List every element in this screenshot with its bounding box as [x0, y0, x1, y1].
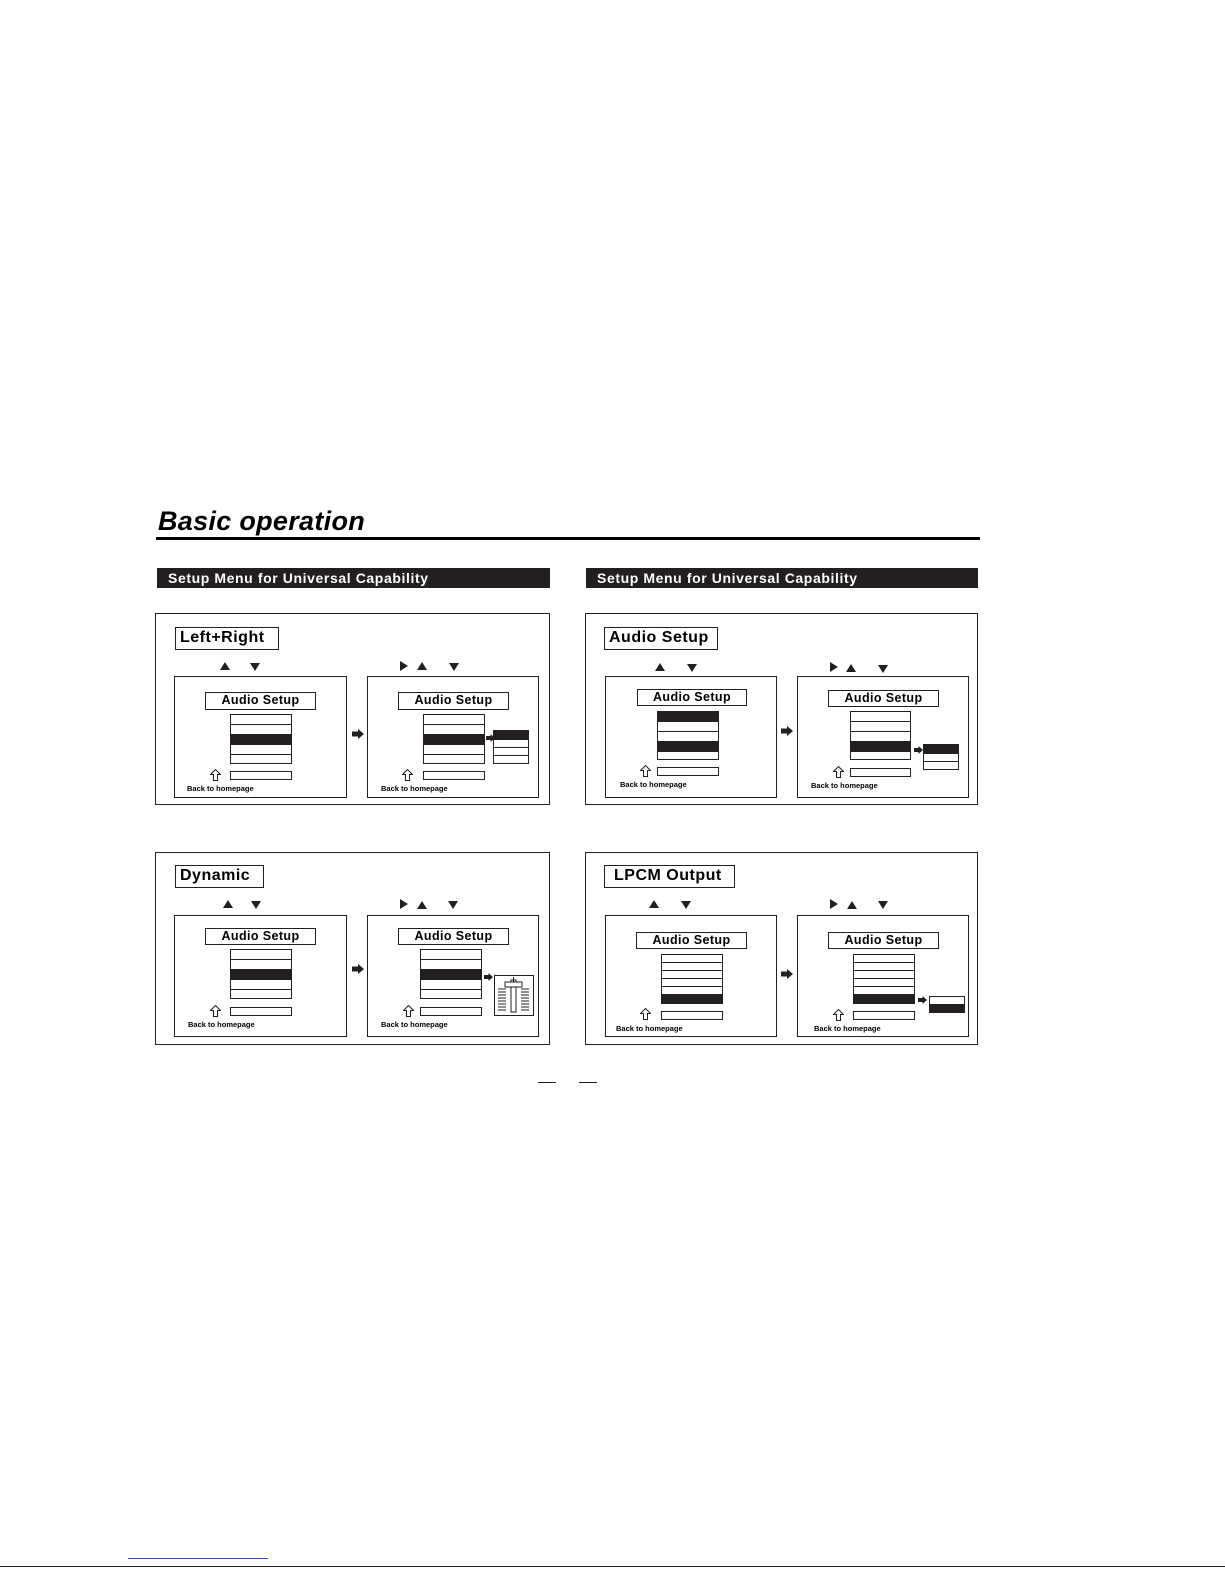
level-slider-icon	[494, 975, 534, 1016]
up-triangle-icon	[220, 662, 230, 670]
right-arrow-icon	[352, 964, 364, 974]
section-bar-right: Setup Menu for Universal Capability	[586, 568, 978, 588]
menu-row	[231, 745, 291, 755]
menu-row	[231, 755, 291, 763]
right-arrow-icon	[918, 996, 927, 1004]
menu-row	[854, 963, 914, 971]
menu-row	[231, 725, 291, 735]
up-arrow-outline-icon	[402, 769, 413, 781]
up-triangle-icon	[417, 662, 427, 670]
menu-row	[231, 715, 291, 725]
up-triangle-icon	[846, 664, 856, 672]
menu-row	[658, 722, 718, 732]
menu-list	[230, 714, 292, 764]
status-bar	[230, 771, 292, 780]
down-triangle-icon	[449, 663, 459, 671]
menu-row	[424, 755, 484, 763]
back-to-homepage-label: Back to homepage	[811, 781, 878, 790]
down-triangle-icon	[251, 901, 261, 909]
page-number-mark-left	[538, 1082, 556, 1083]
footer-link-underline	[128, 1558, 268, 1559]
right-arrow-icon	[914, 746, 923, 754]
menu-row-selected	[658, 742, 718, 752]
right-arrow-icon	[781, 969, 793, 979]
menu-row	[662, 955, 722, 963]
right-arrow-icon	[484, 973, 493, 981]
submenu-row-selected	[924, 745, 958, 754]
status-bar	[853, 1011, 915, 1020]
menu-row	[851, 712, 910, 722]
back-to-homepage-label: Back to homepage	[616, 1024, 683, 1033]
section-bar-left: Setup Menu for Universal Capability	[157, 568, 550, 588]
up-arrow-outline-icon	[210, 769, 221, 781]
up-arrow-outline-icon	[403, 1005, 414, 1017]
submenu-row	[930, 997, 964, 1005]
submenu-list	[923, 744, 959, 770]
menu-row-selected	[231, 735, 291, 745]
right-arrow-icon	[781, 726, 793, 736]
up-triangle-icon	[847, 901, 857, 909]
menu-row	[231, 980, 291, 990]
up-triangle-icon	[655, 663, 665, 671]
menu-list	[230, 949, 292, 999]
menu-row	[424, 715, 484, 725]
submenu-row-selected	[930, 1005, 964, 1012]
submenu-row-selected	[494, 731, 528, 740]
up-triangle-icon	[417, 901, 427, 909]
status-bar	[423, 771, 485, 780]
back-to-homepage-label: Back to homepage	[188, 1020, 255, 1029]
panel-label: Left+Right	[175, 627, 279, 650]
up-triangle-icon	[223, 900, 233, 908]
up-arrow-outline-icon	[640, 1008, 651, 1020]
panel-label: LPCM Output	[604, 865, 735, 888]
submenu-row	[494, 756, 528, 763]
menu-row	[424, 745, 484, 755]
menu-row	[851, 752, 910, 759]
menu-screen-after	[367, 676, 539, 798]
menu-screen-before	[605, 676, 777, 798]
menu-row-selected	[854, 995, 914, 1003]
menu-list	[423, 714, 485, 764]
menu-row	[421, 990, 481, 998]
menu-screen-before	[174, 915, 347, 1037]
menu-row	[854, 987, 914, 995]
right-triangle-icon	[830, 662, 838, 672]
menu-row	[662, 963, 722, 971]
menu-screen-after	[797, 676, 969, 798]
screen-title: Audio Setup	[828, 690, 939, 707]
menu-row	[421, 980, 481, 990]
menu-row-selected	[421, 970, 481, 980]
submenu-list	[493, 730, 529, 764]
menu-row	[851, 722, 910, 732]
menu-list	[420, 949, 482, 999]
menu-screen-after	[797, 915, 969, 1037]
back-to-homepage-label: Back to homepage	[187, 784, 254, 793]
submenu-row	[924, 762, 958, 769]
menu-row-selected	[851, 742, 910, 752]
down-triangle-icon	[681, 901, 691, 909]
menu-list	[850, 711, 911, 760]
menu-row	[231, 950, 291, 960]
down-triangle-icon	[250, 663, 260, 671]
up-arrow-outline-icon	[833, 766, 844, 778]
up-arrow-outline-icon	[210, 1005, 221, 1017]
right-triangle-icon	[400, 899, 408, 909]
menu-row	[854, 979, 914, 987]
menu-screen-after	[367, 915, 539, 1037]
menu-row	[662, 979, 722, 987]
menu-row	[662, 971, 722, 979]
screen-title: Audio Setup	[828, 932, 939, 949]
status-bar	[850, 768, 911, 777]
footer-rule	[0, 1566, 1225, 1567]
right-triangle-icon	[400, 661, 408, 671]
back-to-homepage-label: Back to homepage	[381, 784, 448, 793]
menu-row-selected	[658, 712, 718, 722]
right-arrow-icon	[352, 729, 364, 739]
menu-row	[662, 987, 722, 995]
panel-label: Dynamic	[175, 865, 264, 888]
title-underline	[156, 537, 980, 540]
panel-audio-setup	[585, 613, 978, 805]
up-triangle-icon	[649, 900, 659, 908]
menu-row	[424, 725, 484, 735]
right-triangle-icon	[830, 899, 838, 909]
menu-row	[854, 955, 914, 963]
screen-title: Audio Setup	[205, 692, 316, 710]
up-arrow-outline-icon	[640, 765, 651, 777]
screen-title: Audio Setup	[398, 692, 509, 710]
submenu-row	[494, 748, 528, 756]
down-triangle-icon	[687, 664, 697, 672]
menu-row-selected	[424, 735, 484, 745]
menu-row-selected	[231, 970, 291, 980]
page-number-mark-right	[579, 1082, 597, 1083]
back-to-homepage-label: Back to homepage	[620, 780, 687, 789]
menu-row	[231, 990, 291, 998]
screen-title: Audio Setup	[205, 928, 316, 945]
screen-title: Audio Setup	[637, 689, 747, 706]
down-triangle-icon	[448, 901, 458, 909]
panel-left-right	[155, 613, 550, 805]
status-bar	[657, 767, 719, 776]
submenu-list	[929, 996, 965, 1013]
status-bar	[661, 1011, 723, 1020]
menu-row	[421, 950, 481, 960]
menu-screen-before	[605, 915, 777, 1037]
menu-list	[661, 954, 723, 1004]
screen-title: Audio Setup	[636, 932, 747, 949]
menu-list	[853, 954, 915, 1004]
submenu-row	[494, 740, 528, 748]
down-triangle-icon	[878, 665, 888, 673]
up-arrow-outline-icon	[833, 1009, 844, 1021]
menu-row	[421, 960, 481, 970]
menu-row	[854, 971, 914, 979]
status-bar	[230, 1007, 292, 1016]
screen-title: Audio Setup	[398, 928, 509, 945]
back-to-homepage-label: Back to homepage	[814, 1024, 881, 1033]
panel-dynamic	[155, 852, 550, 1045]
down-triangle-icon	[878, 901, 888, 909]
menu-list	[657, 711, 719, 760]
panel-label: Audio Setup	[604, 627, 718, 650]
menu-screen-before	[174, 676, 347, 798]
menu-row	[231, 960, 291, 970]
menu-row-selected	[662, 995, 722, 1003]
page-title: Basic operation	[158, 506, 366, 536]
menu-row	[658, 752, 718, 759]
status-bar	[420, 1007, 482, 1016]
menu-row	[658, 732, 718, 742]
menu-row	[851, 732, 910, 742]
back-to-homepage-label: Back to homepage	[381, 1020, 448, 1029]
panel-lpcm-output	[585, 852, 978, 1045]
submenu-row	[924, 754, 958, 762]
